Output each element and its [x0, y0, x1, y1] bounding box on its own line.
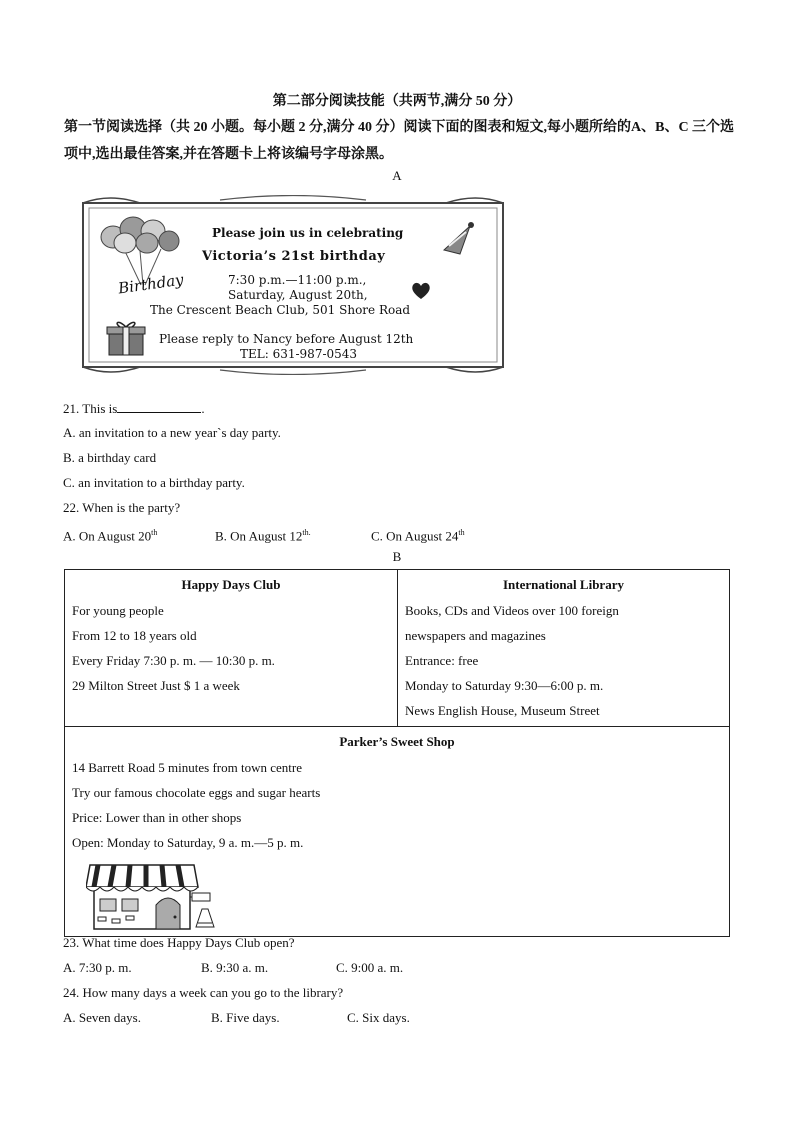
question-22-option-c [371, 525, 465, 544]
invitation-date: Saturday, August 20th, [228, 288, 368, 302]
question-22-stem: 22. When is the party? [63, 500, 181, 515]
invitation-reply: Please reply to Nancy before August 12th [159, 332, 414, 346]
invitation-phone: TEL: 631-987-0543 [240, 347, 358, 361]
shop-line: Try our famous chocolate eggs and sugar hearts [72, 785, 321, 800]
shop-line: Price: Lower than in other shops [72, 810, 242, 825]
shop-title: Parker’s Sweet Shop [339, 734, 455, 749]
party-hat-icon [440, 220, 480, 256]
club-line: For young people [72, 603, 164, 618]
option-text: B. On August 12 [215, 528, 303, 544]
shop-line: Open: Monday to Saturday, 9 a. m.—5 p. m. [72, 835, 304, 850]
birthday-script: Birthday [117, 270, 185, 298]
library-line: Monday to Saturday 9:30—6:00 p. m. [405, 678, 604, 693]
question-23-option-c: C. 9:00 a. m. [336, 960, 404, 975]
answer-blank [117, 400, 201, 413]
question-22-option-b [215, 525, 311, 544]
section-instructions: 第一节阅读选择（共 20 小题。每小题 2 分,满分 40 分）阅读下面的图表和短文,每小题所给的A、B、C 三个选项中,选出最佳答案,并在答题卡上将该编号字母涂黑。 [64, 120, 735, 162]
invitation-time: 7:30 p.m.—11:00 p.m., [228, 273, 367, 287]
option-superscript: th [151, 528, 158, 537]
question-24-stem: 24. How many days a week can you go to the library? [63, 985, 344, 1000]
option-text: C. On August 24 [371, 528, 459, 544]
heart-icon [410, 281, 432, 301]
option-superscript: th [458, 528, 465, 537]
question-23-option-b: B. 9:30 a. m. [201, 960, 269, 975]
question-23-stem: 23. What time does Happy Days Club open? [63, 935, 295, 950]
library-line: newspapers and magazines [405, 628, 546, 643]
option-text: A. On August 20 [63, 528, 152, 544]
library-line: Books, CDs and Videos over 100 foreign [405, 603, 619, 618]
question-21-stem: 21. This is [63, 401, 118, 416]
question-24-option-b: B. Five days. [211, 1010, 280, 1025]
question-21-stem-end: . [201, 401, 205, 416]
section-title: 第二部分阅读技能（共两节,满分 50 分） [272, 94, 522, 109]
question-22-option-a [63, 525, 157, 544]
question-21 [63, 400, 205, 417]
invitation-card [80, 195, 506, 375]
shop-storefront-icon [86, 861, 222, 933]
question-23-option-a: A. 7:30 p. m. [63, 960, 132, 975]
library-line: Entrance: free [405, 653, 479, 668]
question-21-option-a: A. an invitation to a new year`s day party. [63, 425, 281, 440]
club-line: Every Friday 7:30 p. m. — 10:30 p. m. [72, 653, 275, 668]
passage-label-b: B [392, 549, 402, 564]
shop-cell [65, 727, 730, 937]
library-cell [398, 570, 730, 727]
library-line: News English House, Museum Street [405, 703, 600, 718]
question-21-option-b: B. a birthday card [63, 450, 157, 465]
club-cell [65, 570, 398, 727]
library-title: International Library [503, 577, 624, 592]
club-line: 29 Milton Street Just $ 1 a week [72, 678, 240, 693]
question-24-option-c: C. Six days. [347, 1010, 410, 1025]
shop-line: 14 Barrett Road 5 minutes from town centre [72, 760, 302, 775]
gift-box-icon [106, 319, 146, 357]
question-24-option-a: A. Seven days. [63, 1010, 141, 1025]
passage-label-a: A [392, 168, 402, 183]
club-title: Happy Days Club [181, 577, 281, 592]
club-line: From 12 to 18 years old [72, 628, 197, 643]
notice-table [64, 569, 730, 937]
invitation-venue: The Crescent Beach Club, 501 Shore Road [150, 303, 411, 317]
question-21-option-c: C. an invitation to a birthday party. [63, 475, 245, 490]
option-superscript: th. [302, 528, 311, 537]
invitation-line-1: Please join us in celebrating [212, 226, 404, 240]
invitation-line-2: Victoria’s 21st birthday [202, 249, 386, 264]
